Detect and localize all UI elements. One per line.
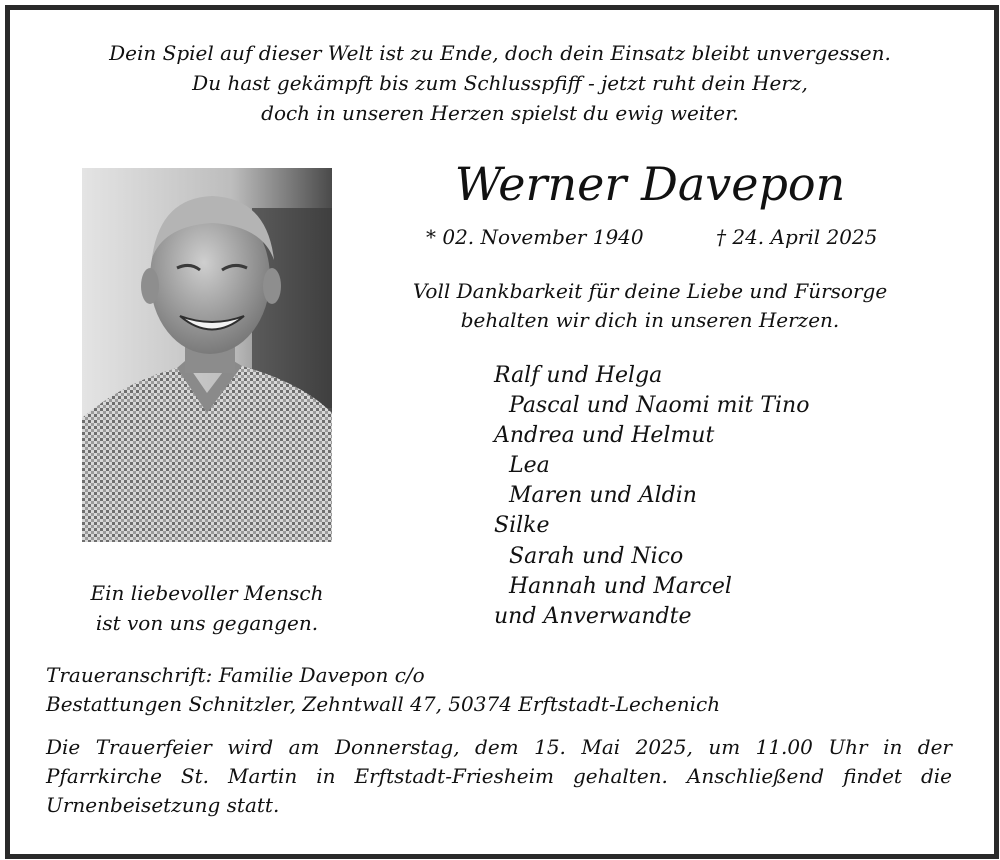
address-line: Traueranschrift: Familie Davepon c/o [46,663,425,687]
ceremony-notice: Die Trauerfeier wird am Donnerstag, dem 15. Mai 2025, um 11.00 Uhr in der Pfarrkirche St. Martin in Erftstadt-Friesheim gehalten. Anschließend findet die Urnenbeisetzung statt. [46,735,952,817]
poem-line: doch in unseren Herzen spielst du ewig weiter. [261,101,739,125]
portrait-photo [82,168,332,542]
death-date: † 24. April 2025 [716,225,878,249]
family-member: Ralf und Helga [494,363,663,388]
birth-date: * 02. November 1940 [426,225,644,249]
caption-line: ist von uns gegangen. [95,611,319,635]
photo-caption [82,578,332,638]
family-member: Andrea und Helmut [494,423,715,449]
poem-line: Dein Spiel auf dieser Welt ist zu Ende, doch dein Einsatz bleibt unvergessen. [109,41,891,65]
family-member: Silke [494,513,550,539]
thanks-line: Voll Dankbarkeit für deine Liebe und Fürsorge [412,279,888,303]
family-member: Hannah und Marcel [509,573,732,599]
family-member: Maren und Aldin [509,483,697,509]
poem-line: Du hast gekämpft bis zum Schlusspfiff - jetzt ruht dein Herz, [192,71,808,95]
deceased-name: Werner Davepon [454,157,846,211]
family-list [494,361,809,632]
family-member: Lea [509,453,550,479]
mourning-address [46,661,720,719]
family-member: Sarah und Nico [509,543,684,569]
thanks-line: behalten wir dich in unseren Herzen. [460,308,840,332]
caption-line: Ein liebevoller Mensch [90,581,324,605]
address-line: Bestattungen Schnitzler, Zehntwall 47, 50374 Erftstadt-Lechenich [46,692,721,716]
thanks-text [390,277,910,335]
memorial-poem [0,38,1000,128]
family-member: Pascal und Naomi mit Tino [509,393,810,419]
family-member: und Anverwandte [494,603,692,629]
